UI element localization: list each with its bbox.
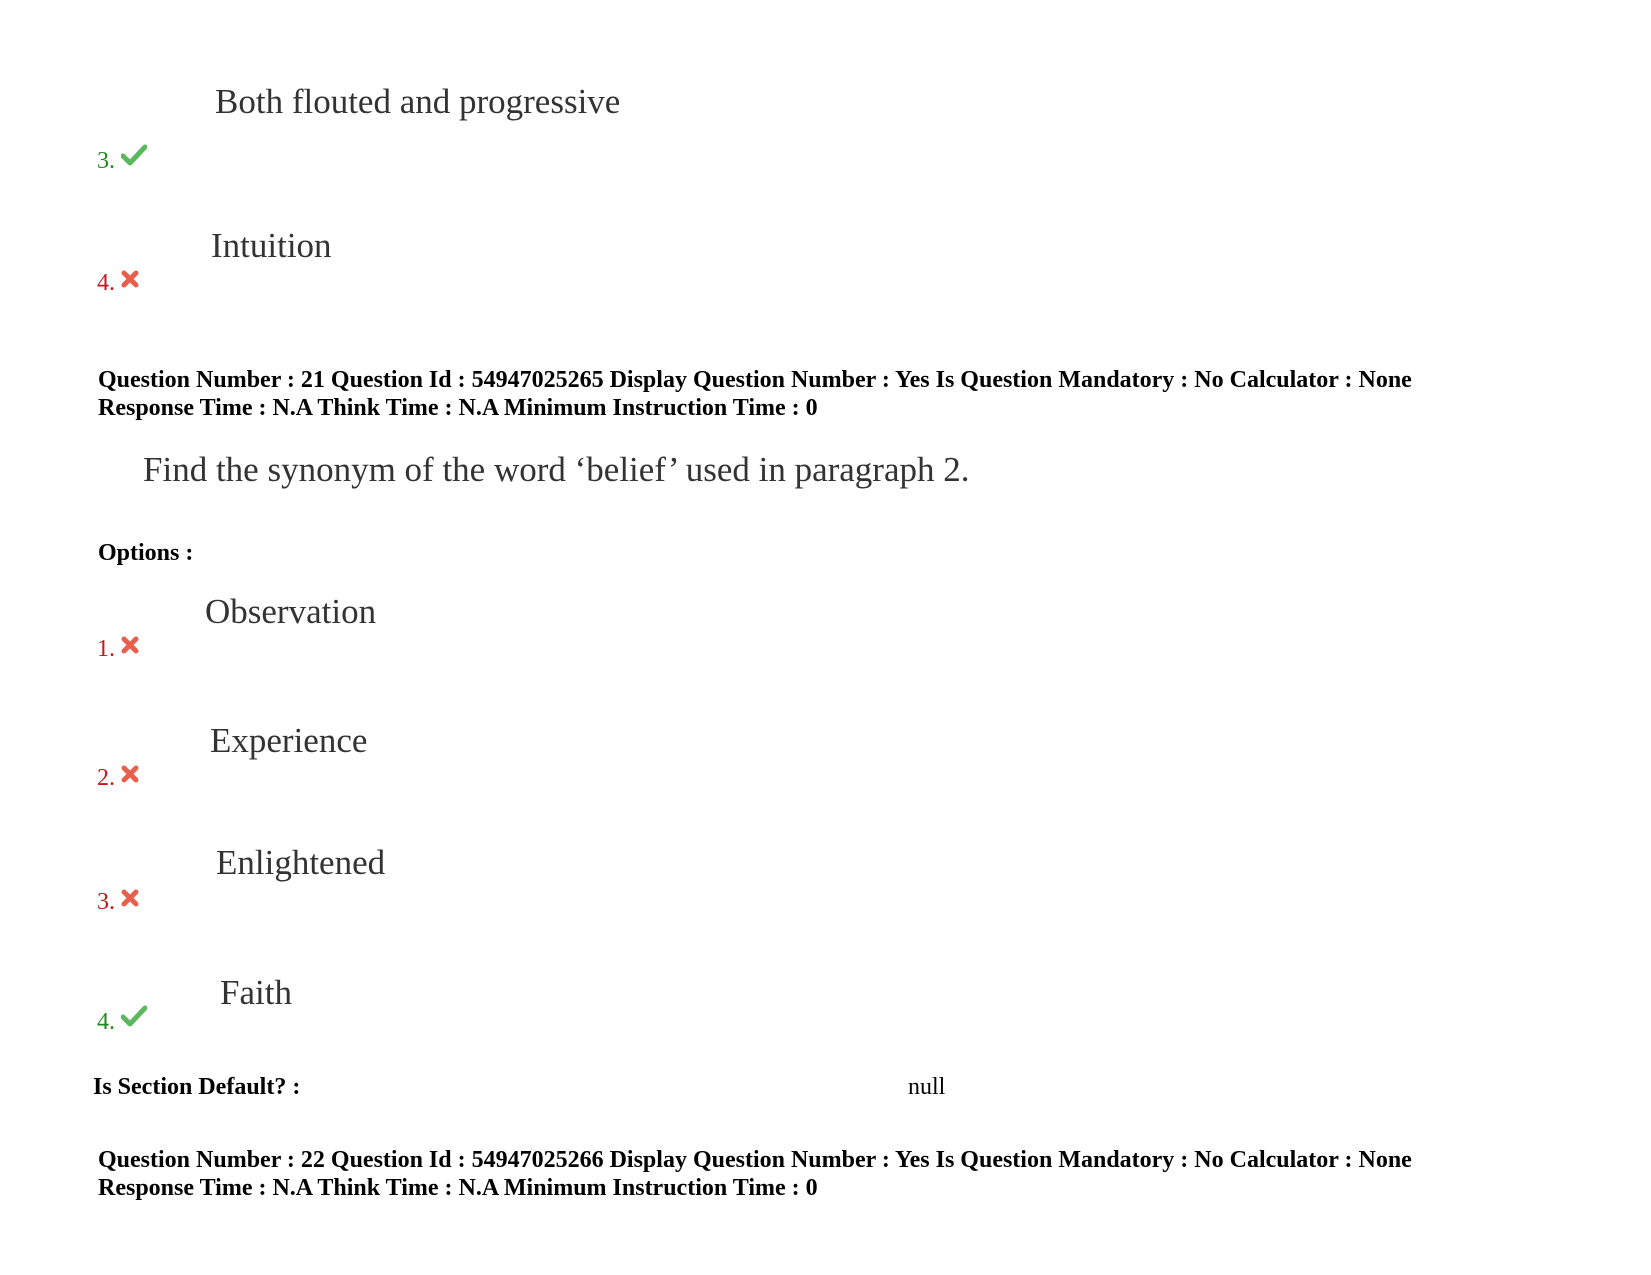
option-2-text: Experience [210, 721, 368, 760]
option-1-number [97, 634, 139, 663]
prev-option-3-text: Both flouted and progressive [215, 82, 621, 121]
option-number: 3. [97, 148, 115, 174]
question-meta-line-2: Response Time : N.A Think Time : N.A Minimum Instruction Time : 0 [98, 1175, 818, 1201]
option-1-text: Observation [205, 592, 377, 631]
check-icon [121, 144, 147, 173]
prev-option-4-text: Intuition [211, 226, 332, 265]
option-3-text: Enlightened [216, 843, 386, 882]
cross-icon [121, 763, 139, 790]
option-number: 3. [97, 889, 115, 915]
option-number: 1. [97, 636, 115, 662]
option-number: 4. [97, 1009, 115, 1035]
option-3-number [97, 887, 139, 916]
question-21-meta [98, 366, 1412, 422]
options-label: Options : [98, 540, 194, 566]
section-default-value: null [908, 1074, 946, 1100]
option-number: 4. [97, 270, 115, 296]
prev-option-4-number [97, 268, 139, 297]
question-21-text: Find the synonym of the word ‘belief’ used in paragraph 2. [143, 450, 970, 489]
question-22-meta [98, 1146, 1412, 1202]
section-default-label: Is Section Default? : [93, 1074, 301, 1100]
question-meta-line-1: Question Number : 21 Question Id : 54947025265 Display Question Number : Yes Is Question Mandatory : No Calculator : None [98, 367, 1412, 393]
cross-icon [121, 268, 139, 295]
check-icon [121, 1005, 147, 1034]
question-meta-line-2: Response Time : N.A Think Time : N.A Minimum Instruction Time : 0 [98, 395, 818, 421]
question-meta-line-1: Question Number : 22 Question Id : 54947025266 Display Question Number : Yes Is Question Mandatory : No Calculator : None [98, 1147, 1412, 1173]
prev-option-3-number [97, 144, 147, 175]
option-4-number [97, 1005, 147, 1036]
option-4-text: Faith [220, 973, 292, 1012]
option-2-number [97, 763, 139, 792]
cross-icon [121, 634, 139, 661]
cross-icon [121, 887, 139, 914]
option-number: 2. [97, 765, 115, 791]
